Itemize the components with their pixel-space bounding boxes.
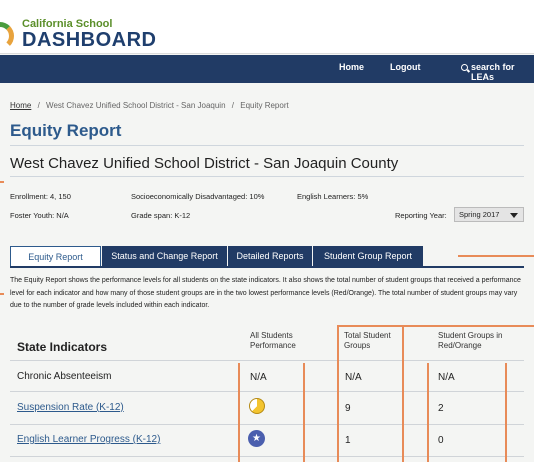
reporting-year-value: Spring 2017 <box>459 210 500 219</box>
indicator-el-progress-link[interactable]: English Learner Progress (K-12) <box>17 434 161 445</box>
annotation-column-line <box>505 363 507 462</box>
annotation-column-line <box>303 363 305 462</box>
yellow-pie-icon[interactable] <box>249 398 265 414</box>
tab-detailed-reports[interactable]: Detailed Reports <box>228 246 312 267</box>
breadcrumb-separator: / <box>37 101 40 110</box>
annotation-column-line <box>238 363 240 462</box>
annotation-column-line <box>427 363 429 462</box>
table-row-divider <box>10 391 524 392</box>
foster-youth-text: Foster Youth: N/A <box>10 211 69 220</box>
cell-performance: N/A <box>250 372 267 383</box>
header-total-groups: Total Student Groups <box>344 331 391 350</box>
annotation-line <box>458 255 534 257</box>
cell-total-groups: 9 <box>345 403 351 414</box>
district-name: West Chavez Unified School District - San Joaquin County <box>10 155 399 172</box>
header-state-indicators: State Indicators <box>17 340 108 354</box>
reporting-year-select[interactable] <box>454 207 524 222</box>
breadcrumb-current: Equity Report <box>240 101 289 110</box>
tab-student-group-report[interactable]: Student Group Report <box>313 246 423 267</box>
header-red-orange: Student Groups in Red/Orange <box>438 331 503 350</box>
cell-red-orange: 2 <box>438 403 444 414</box>
indicator-chronic-absenteeism: Chronic Absenteeism <box>17 371 112 382</box>
tab-status-change-report[interactable]: Status and Change Report <box>102 246 227 267</box>
chevron-down-icon <box>510 213 518 218</box>
breadcrumb-home[interactable]: Home <box>10 101 32 110</box>
cell-total-groups: N/A <box>345 372 362 383</box>
table-row-divider <box>10 424 524 425</box>
search-icon[interactable] <box>461 64 468 71</box>
logo-title[interactable]: DASHBOARD <box>22 29 157 51</box>
tab-equity-report[interactable]: Equity Report <box>10 246 101 267</box>
annotation-column-line <box>337 325 339 462</box>
cell-red-orange: N/A <box>438 372 455 383</box>
table-row-divider <box>10 360 524 361</box>
annotation-mark <box>0 181 4 183</box>
nav-logout-link[interactable]: Logout <box>390 62 421 72</box>
report-description: The Equity Report shows the performance levels for all students on the state indicators. It also shows the total number of student groups that received a performance level for each indicator and how many of those student groups are in the two lowest performance levels (Red/Orange). The total number of student groups may vary due to the number of grade levels included within each indicator. <box>10 277 521 309</box>
header-all-students: All Students Performance <box>250 331 296 350</box>
blue-star-icon[interactable]: ★ <box>248 430 265 447</box>
english-learners-text: English Learners: 5% <box>297 192 369 201</box>
grade-span-text: Grade span: K-12 <box>131 211 191 220</box>
socio-disadvantaged-text: Socioeconomically Disadvantaged: 10% <box>131 192 265 201</box>
reporting-year-label: Reporting Year: <box>395 211 447 220</box>
page-title: Equity Report <box>10 121 122 140</box>
table-row-divider <box>10 456 524 457</box>
breadcrumb-separator: / <box>231 101 235 110</box>
logo-subtitle[interactable]: California School <box>22 18 113 30</box>
enrollment-text: Enrollment: 4, 150 <box>10 192 71 201</box>
search-leas-link[interactable]: search for LEAs <box>471 62 515 82</box>
nav-home-link[interactable]: Home <box>339 62 365 72</box>
top-nav <box>0 55 534 83</box>
breadcrumb <box>10 101 293 110</box>
dashboard-logo-icon[interactable] <box>0 22 14 50</box>
annotation-column-line <box>402 325 404 462</box>
cell-red-orange: 0 <box>438 435 444 446</box>
annotation-line <box>337 325 534 327</box>
breadcrumb-district[interactable]: West Chavez Unified School District - San Joaquin <box>46 101 226 110</box>
title-divider <box>10 145 524 146</box>
site-header <box>0 0 534 54</box>
indicator-suspension-rate-link[interactable]: Suspension Rate (K-12) <box>17 402 124 413</box>
cell-total-groups: 1 <box>345 435 351 446</box>
annotation-mark <box>0 293 4 295</box>
district-divider <box>10 176 524 177</box>
tab-underline <box>10 266 524 268</box>
